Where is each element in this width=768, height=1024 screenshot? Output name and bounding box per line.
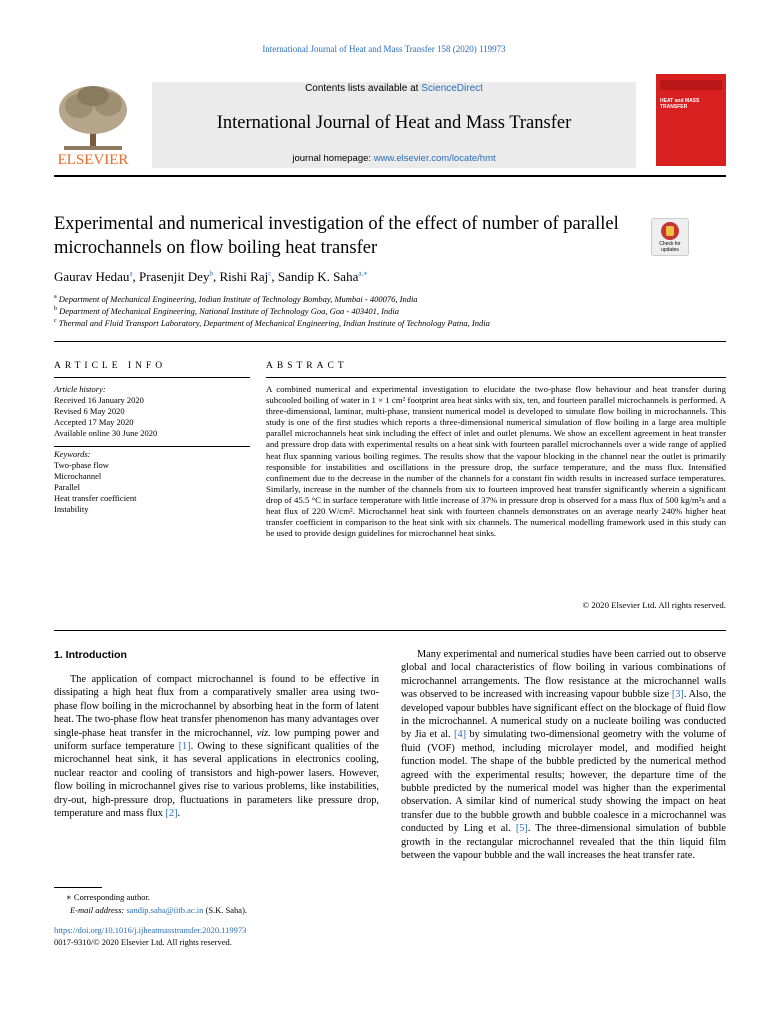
journal-citation-link[interactable]: International Journal of Heat and Mass Transfer 158 (2020) 119973 bbox=[262, 44, 506, 54]
abstract-divider bbox=[266, 377, 726, 378]
body-text: by simulating two-dimensional geometry with the volume of fluid (VOF) method, including microlayer model, and modified height function model. The shape of the bubble predicted by the numerical method agreed with the experimental results; however, the departure time of the bubble predicted by the numerical model was higher than the experimental observation. A similar kind of numerical study showing the impact on heat transfer due to the bubble growth and bubble coalesce in a microchannel was conducted by Ling et al. bbox=[401, 729, 727, 835]
cover-title: HEAT and MASS TRANSFER bbox=[660, 98, 700, 110]
abstract-bottom-divider bbox=[54, 630, 726, 631]
affiliation-text: Department of Mechanical Engineering, Indian Institute of Technology Bombay, Mumbai - 400076, India bbox=[58, 294, 418, 304]
body-text: . Also, the developed vapour bubbles have significant effect on the blockage of fluid flow in the microchannel. A numerical study on a nucleate boiling was conducted by Jia et al. bbox=[401, 689, 726, 741]
author-affil-mark[interactable]: a,∗ bbox=[358, 269, 368, 278]
body-text: The application of compact microchannel is found to be effective in dissipating a high heat flux from a comparatively smaller area using two-phase flow boiling in the microchannel by absorbing heat in the form of latent heat. The two-phase flow heat transfer phenomenon has many advantages over single-phase heat transfer in the microchannel, bbox=[54, 674, 379, 739]
affiliation-mark: b bbox=[54, 306, 57, 313]
affiliation bbox=[54, 306, 726, 316]
footnote-email bbox=[70, 905, 247, 915]
abstract-heading: ABSTRACT bbox=[266, 361, 348, 371]
keyword[interactable]: Heat transfer coefficient bbox=[54, 493, 137, 503]
homepage-link[interactable]: www.elsevier.com/locate/hmt bbox=[373, 153, 496, 164]
email-label: E-mail address: bbox=[70, 905, 125, 915]
keyword[interactable]: Two-phase flow bbox=[54, 460, 109, 470]
keyword[interactable]: Microchannel bbox=[54, 471, 102, 481]
reference-link[interactable]: [1] bbox=[178, 741, 191, 753]
affiliation-text: Thermal and Fluid Transport Laboratory, Department of Mechanical Engineering, Indian Institute of Technology Patna, India bbox=[58, 318, 490, 328]
elsevier-wordmark: ELSEVIER bbox=[57, 152, 129, 168]
elsevier-logo bbox=[54, 82, 132, 170]
body-text: . Owing to these significant qualities of the microchannel heat sink, it has several applications in electronics cooling, nuclear reactor and cooling of transistors and high-power lasers. However, flow boiling in microchannel gives rise to various problems, like instabilities, dry-out, high-pressure drop, fluctuations in parameters like pressure drop, temperature and mass flux bbox=[54, 741, 379, 820]
body-column-right bbox=[401, 648, 726, 863]
reference-link[interactable]: [2] bbox=[165, 808, 178, 820]
header-divider bbox=[54, 175, 726, 177]
footnote-divider bbox=[54, 887, 102, 888]
section-heading-introduction: 1. Introduction bbox=[54, 649, 127, 661]
affiliation bbox=[54, 294, 726, 304]
article-info-divider bbox=[54, 377, 250, 378]
author-name[interactable]: Rishi Raj bbox=[219, 269, 269, 284]
affiliation-text: Department of Mechanical Engineering, National Institute of Technology Goa, Goa - 403401, India bbox=[59, 306, 400, 316]
email-suffix: (S.K. Saha). bbox=[203, 905, 248, 915]
body-text: . The three-dimensional simulation of bubble growth in the rectangular microchannel revealed that the thin liquid film between the vapour bubble and the wall increases the heat transfer rate. bbox=[401, 823, 726, 862]
body-text: low pumping power and uniform surface temperature bbox=[54, 727, 379, 753]
contents-line bbox=[152, 83, 636, 94]
check-for-updates-button[interactable] bbox=[651, 218, 689, 256]
body-column-left bbox=[54, 673, 379, 820]
journal-cover-thumbnail[interactable] bbox=[656, 74, 726, 166]
history-label: Article history: bbox=[54, 384, 106, 394]
body-text: Many experimental and numerical studies have been carried out to observe global and local characteristics of flow boiling in various combinations of microchannel arrangements. The flow resistance at the microchannel walls was observed to be increased with increasing vapour bubble size bbox=[401, 649, 726, 701]
journal-title: International Journal of Heat and Mass Transfer bbox=[216, 113, 572, 133]
footnote-mark: ∗ bbox=[66, 892, 72, 902]
footnote-corresponding bbox=[66, 892, 150, 903]
abstract-copyright: © 2020 Elsevier Ltd. All rights reserved. bbox=[582, 600, 726, 610]
reference-link[interactable]: [4] bbox=[454, 729, 467, 741]
doi-link[interactable]: https://doi.org/10.1016/j.ijheatmasstransfer.2020.119973 bbox=[54, 925, 247, 935]
author-name[interactable]: Gaurav Hedau bbox=[54, 269, 130, 284]
check-updates-label: Check for updates bbox=[659, 241, 681, 253]
affiliation-mark: a bbox=[54, 294, 57, 301]
sciencedirect-link[interactable]: ScienceDirect bbox=[421, 83, 483, 94]
reference-link[interactable]: [5] bbox=[515, 823, 528, 835]
issn-line: 0017-9310/© 2020 Elsevier Ltd. All rights reserved. bbox=[54, 937, 232, 947]
author-affil-mark[interactable]: a bbox=[129, 269, 133, 278]
homepage-prefix: journal homepage: bbox=[292, 153, 374, 164]
author-list: Gaurav Hedau$^a$, Prasenjit Dey$^b$, Rishi Raj$^c$, Sandip K. Saha$^{a,∗}$ bbox=[54, 269, 368, 284]
keywords-divider bbox=[54, 446, 250, 447]
check-updates-icon bbox=[661, 222, 679, 240]
body-text: . bbox=[177, 808, 181, 820]
affiliation-mark: c bbox=[54, 318, 57, 325]
front-matter-divider bbox=[54, 341, 726, 342]
abstract-text: A combined numerical and experimental investigation to elucidate the two-phase flow behaviour and heat transfer during subcooled boiling of water in 1 × 1 cm² footprint area heat sinks with six, ten, and fourteen parallel microchannels is performed. A three-dimensional, laminar, multi-phase, transient numerical model is developed to simulate flow boiling in microchannels. This study is one of the first studies which reports a three-dimensional numerical simulation of flow boiling in a large area multiple parallel microchannels heat sink including the effect of inlet and outlet plenums. We show an excellent agreement in heat transfer and pressure drop data with experimental results on a heat sink with fourteen parallel microchannels over a wide range of applied heat flux spanning various boiling regimes. The results show that the vapour blocking in the channel near the outlet is primarily responsible for instabilities and oscillations in the pressure drop, the surface temperature, and the mass flux. Intensified confinement due to the decrease in the number of the channels for a constant fin width results in increased surface temperatures. Similarly, increase in the number of the channels from six to fourteen improved heat transfer significantly wherein a significant drop of 45.5 °C in surface temperature with little increase of 37% in pressure drop is observed for a mass flux of 500 kg/m²s and a heat flux of 220 W/cm². Microchannel heat sink with fourteen channels demonstrates on an average nearly 240% higher heat transfer coefficient in comparison to the heat sink with six channels. The numerical modelling framework used in this study can be used to provide design guidelines for microchannel heat sinks. bbox=[266, 384, 726, 539]
author-name[interactable]: Prasenjit Dey bbox=[139, 269, 210, 284]
contents-prefix: Contents lists available at bbox=[305, 83, 422, 94]
history-accepted: Accepted 17 May 2020 bbox=[54, 417, 134, 427]
cover-banner bbox=[660, 80, 722, 90]
affiliation bbox=[54, 318, 726, 328]
footnote-text: Corresponding author. bbox=[73, 892, 150, 902]
keyword[interactable]: Parallel bbox=[54, 482, 80, 492]
keyword[interactable]: Instability bbox=[54, 504, 89, 514]
history-received: Received 16 January 2020 bbox=[54, 395, 144, 405]
paper-title: Experimental and numerical investigation of the effect of number of parallel microchannels on flow boiling heat transfer bbox=[54, 214, 619, 258]
email-link[interactable]: sandip.saha@iitb.ac.in bbox=[126, 905, 204, 915]
homepage-line bbox=[152, 153, 636, 164]
body-text-italic: viz. bbox=[256, 727, 271, 739]
author-name[interactable]: Sandip K. Saha bbox=[277, 269, 359, 284]
author-affil-mark[interactable]: c bbox=[268, 269, 272, 278]
article-info-heading: ARTICLE INFO bbox=[54, 361, 167, 371]
history-online: Available online 30 June 2020 bbox=[54, 428, 158, 438]
author-affil-mark[interactable]: b bbox=[209, 269, 213, 278]
keywords-label: Keywords: bbox=[54, 449, 91, 459]
history-revised: Revised 6 May 2020 bbox=[54, 406, 125, 416]
reference-link[interactable]: [3] bbox=[671, 689, 684, 701]
